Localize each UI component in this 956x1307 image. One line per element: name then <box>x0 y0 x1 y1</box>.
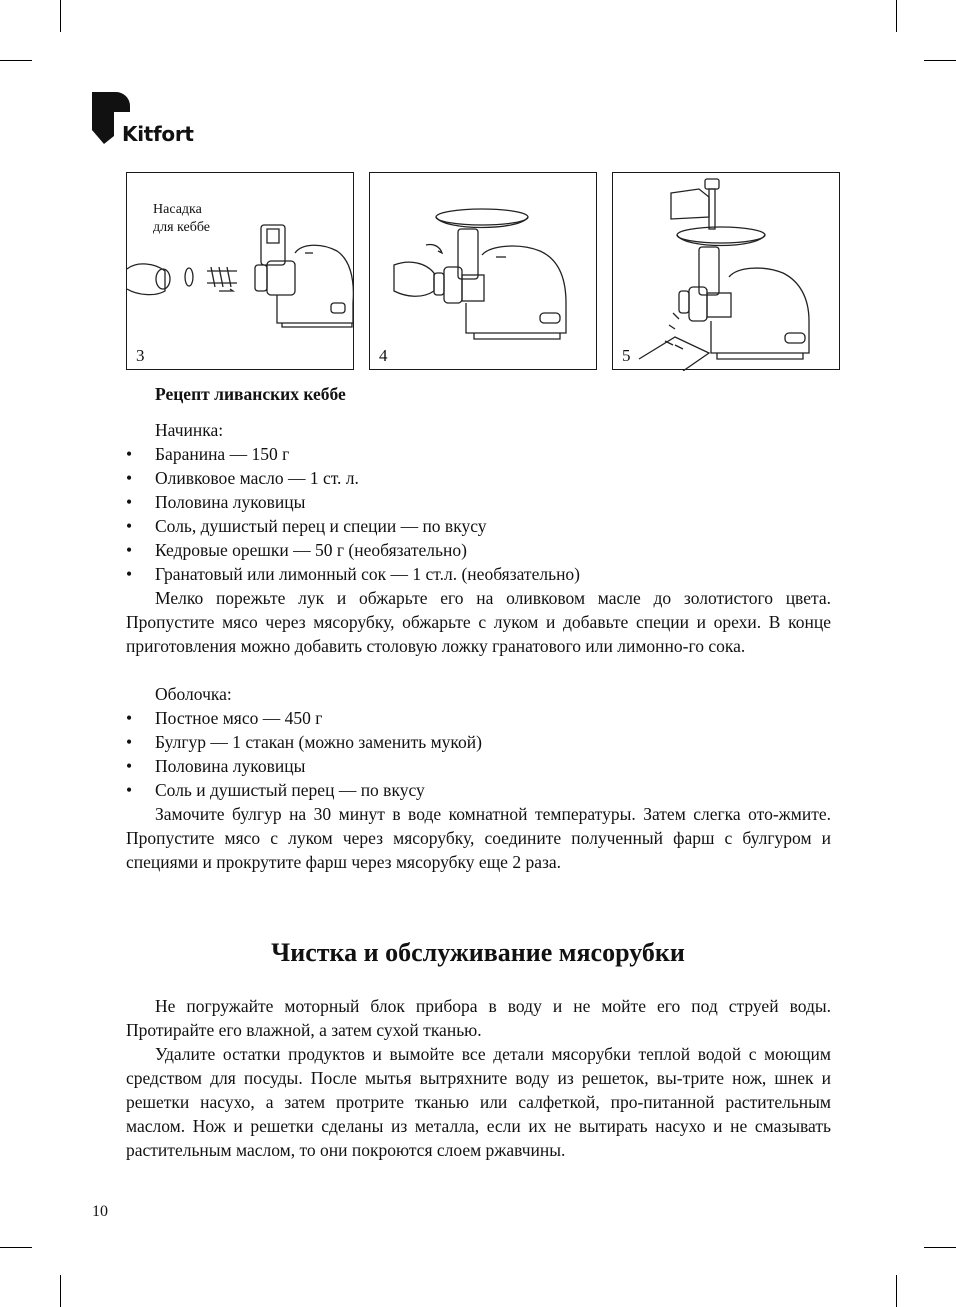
shell-instructions: Замочите булгур на 30 минут в воде комнатной температуры. Затем слегка ото-жмите. Пропустите мясо с луком через мясорубку, соедините полученный фарш с булгуром и специями и прокрутите фарш через мясорубку еще 2 раза. <box>126 804 831 872</box>
figure-label: Насадка для кеббе <box>153 202 210 235</box>
figure-number: 4 <box>379 346 388 365</box>
filling-instructions: Мелко порежьте лук и обжарьте его на оливковом масле до золотистого цвета. Пропустите мясо через мясорубку, обжарьте с луком и добавьте специи и орехи. В конце приготовления можно добавить столовую ложку гранатового или лимонно-го сока. <box>126 588 831 656</box>
shell-label: Оболочка: <box>155 684 232 704</box>
list-item: • Гранатовый или лимонный сок — 1 ст.л. (необязательно) <box>126 562 831 586</box>
figure-3 <box>126 172 354 370</box>
list-item: • Соль и душистый перец — по вкусу <box>126 778 831 802</box>
crop-mark <box>896 1275 897 1307</box>
list-item: • Оливковое масло — 1 ст. л. <box>126 466 831 490</box>
recipe-title: Рецепт ливанских кеббе <box>155 384 346 404</box>
operation-illustration <box>613 173 841 371</box>
list-item: • Булгур — 1 стакан (можно заменить мукой) <box>126 730 831 754</box>
paragraph: Не погружайте моторный блок прибора в воду и не мойте его под струей воды. Протирайте его влажной, а затем сухой тканью. <box>126 996 831 1040</box>
shell-ingredient-list <box>126 706 831 802</box>
crop-mark <box>924 1247 956 1248</box>
crop-mark <box>924 60 956 61</box>
figure-number: 3 <box>136 346 145 365</box>
figure-5 <box>612 172 840 370</box>
filling-ingredient-list <box>126 442 831 586</box>
figure-row <box>126 172 841 372</box>
list-item: • Половина луковицы <box>126 490 831 514</box>
list-item: • Постное мясо — 450 г <box>126 706 831 730</box>
page-number: 10 <box>92 1203 108 1220</box>
list-item: • Соль, душистый перец и специи — по вкусу <box>126 514 831 538</box>
figure-4 <box>369 172 597 370</box>
brand-logo <box>92 92 212 152</box>
filling-label: Начинка: <box>155 420 224 440</box>
list-item: • Кедровые орешки — 50 г (необязательно) <box>126 538 831 562</box>
list-item: • Половина луковицы <box>126 754 831 778</box>
list-item: • Баранина — 150 г <box>126 442 831 466</box>
crop-mark <box>0 1247 32 1248</box>
crop-mark <box>60 1275 61 1307</box>
figure-number: 5 <box>622 346 631 365</box>
paragraph: Удалите остатки продуктов и вымойте все детали мясорубки теплой водой с моющим средством для посуды. После мытья вытряхните воду из решеток, вы-трите нож, шнек и решетки насухо, а затем протрите тканью или салфеткой, про-питанной растительным маслом. Нож и решетки сделаны из металла, если их не вытирать насухо и не смазывать растительным маслом, то они покроются слоем ржавчины. <box>126 1044 831 1160</box>
crop-mark <box>60 0 61 32</box>
brand-name: Kitfort <box>122 122 194 146</box>
section-title: Чистка и обслуживание мясорубки <box>271 938 685 967</box>
crop-mark <box>0 60 32 61</box>
assembly-illustration <box>370 173 598 371</box>
crop-mark <box>896 0 897 32</box>
